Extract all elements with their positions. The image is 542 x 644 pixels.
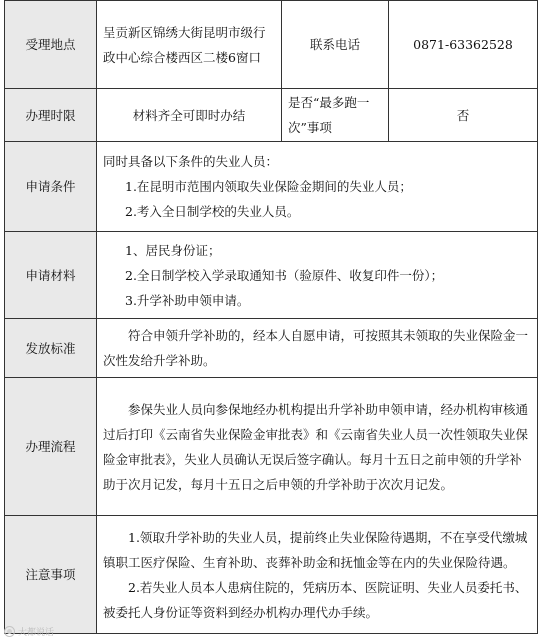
notes-label: 注意事项 <box>5 516 97 634</box>
notes-item: 1.领取升学补助的失业人员，提前终止失业保险待遇期，不在享受代缴城镇职工医疗保险、生育补助、丧葬补助金和抚恤金等在内的失业保险待遇。 <box>103 529 528 570</box>
row-materials <box>5 232 538 319</box>
row-notes <box>5 516 538 634</box>
conditions-content <box>97 142 538 232</box>
materials-label: 申请材料 <box>5 232 97 319</box>
watermark <box>4 625 54 638</box>
row-standard <box>5 319 538 378</box>
phone-value: 0871-63362528 <box>389 1 538 89</box>
process-label: 办理流程 <box>5 378 97 516</box>
location-value: 呈贡新区锦绣大街昆明市级行政中心综合楼西区二楼6窗口 <box>97 1 282 89</box>
materials-item: 2.全日制学校入学录取通知书（验原件、收复印件一份）； <box>125 267 444 283</box>
notes-content <box>97 516 538 634</box>
materials-content <box>97 232 538 319</box>
standard-label: 发放标准 <box>5 319 97 378</box>
time-limit-label: 办理时限 <box>5 89 97 142</box>
location-label: 受理地点 <box>5 1 97 89</box>
watermark-text: 大都说话 <box>18 628 55 638</box>
row-location <box>5 1 538 89</box>
standard-text: 符合申领升学补助的，经本人自愿申请，可按照其未领取的失业保险金一次性发给升学补助。 <box>103 328 529 368</box>
materials-item: 1、居民身份证； <box>125 242 221 258</box>
conditions-intro: 同时具备以下条件的失业人员： <box>103 154 279 169</box>
conditions-item: 2.考入全日制学校的失业人员。 <box>125 204 300 219</box>
row-process <box>5 378 538 516</box>
conditions-label: 申请条件 <box>5 142 97 232</box>
process-content <box>97 378 538 516</box>
once-run-value: 否 <box>389 89 538 142</box>
watermark-logo-icon <box>4 626 15 637</box>
process-text: 参保失业人员向参保地经办机构提出升学补助申领申请，经办机构审核通过后打印《云南省失业保险金审批表》和《云南省失业人员一次性领取失业保险金审批表》，失业人员确认无误后签字确认。每月十五日之前申领的升学补助于次月记发，每月十五日之后申领的升学补助于次次月记发。 <box>103 401 529 492</box>
notes-item: 2.若失业人员本人患病住院的，凭病历本、医院证明、失业人员委托书、被委托人身份证等资料到经办机构办理代办手续。 <box>103 579 528 620</box>
conditions-item: 1.在昆明市范围内领取失业保险金期间的失业人员； <box>125 179 412 194</box>
row-conditions <box>5 142 538 232</box>
phone-label: 联系电话 <box>282 1 389 89</box>
materials-item: 3.升学补助申领申请。 <box>125 292 250 308</box>
service-info-table <box>4 0 538 634</box>
row-time-limit <box>5 89 538 142</box>
once-run-label: 是否“最多跑一次”事项 <box>282 89 389 142</box>
time-limit-value: 材料齐全可即时办结 <box>97 89 282 142</box>
standard-content <box>97 319 538 378</box>
